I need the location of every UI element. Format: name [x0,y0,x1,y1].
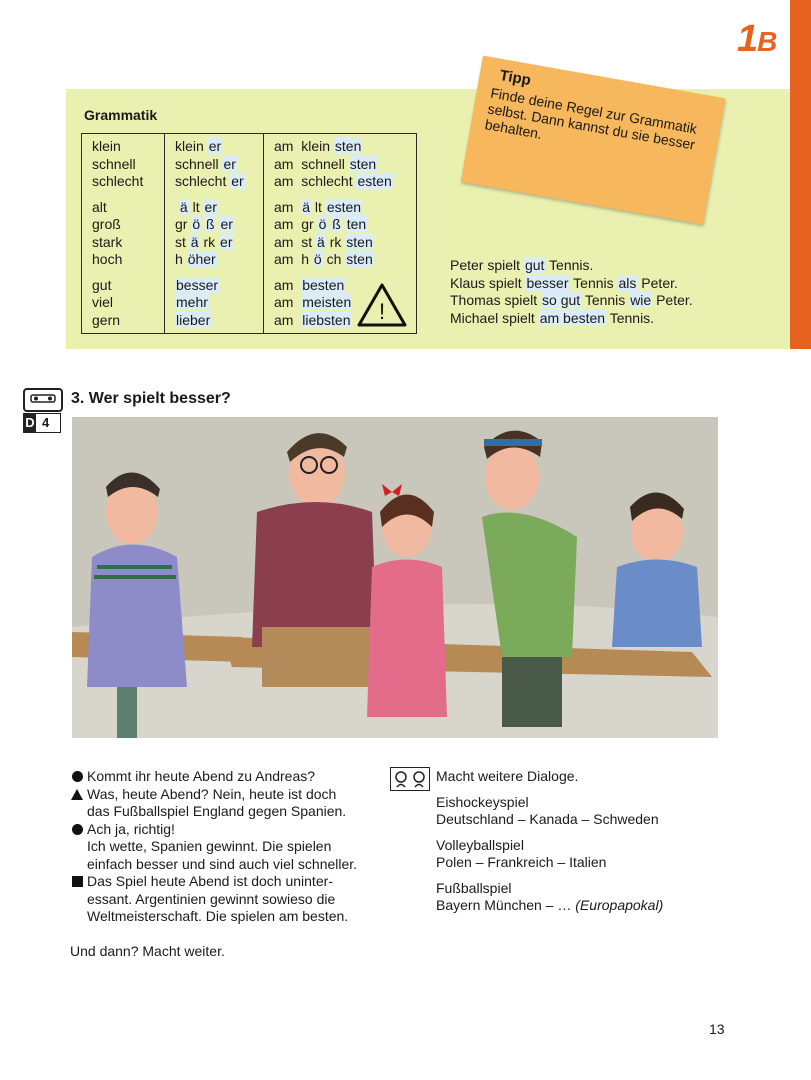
warning-icon [357,283,407,327]
dialogue-pair-icon [390,767,430,791]
example-sentence: Klaus spielt besser Tennis als Peter. [450,274,678,291]
comparative-column: klein er schnell er schlecht er ä lt er gr ö ß er st ä rk er h öher besser mehr lieber [165,134,264,334]
example-sentence: Thomas spielt so gut Tennis wie Peter. [450,292,693,308]
tennis-examples [450,257,693,327]
dialogue-line: Kommt ihr heute Abend zu Andreas? [70,768,400,786]
example-sentence: Michael spielt am besten Tennis. [450,309,655,326]
speaker-square-icon [72,876,83,887]
speaker-dot-icon [72,771,83,782]
page-number: 13 [709,1021,725,1037]
svg-text:!: ! [378,299,386,324]
match-item: Fußballspiel Bayern München – … (Europapokal) [436,879,664,913]
tipp-text: Finde deine Regel zur Grammatik selbst. Dann kannst du sie besser behalten. [483,84,699,153]
classroom-illustration [72,417,718,738]
task-column [436,768,736,915]
superlative-column: am klein sten am schnell sten am schlecht esten am ä lt esten am gr ö ß ten am st ä rk sten am h ö ch sten am besten am meisten am liebsten [264,134,417,334]
speaker-dot-icon [72,824,83,835]
outro-text: Und dann? Macht weiter. [70,943,225,959]
chapter-label: 1B [737,18,777,60]
dialogue-line: Ach ja, richtig! Ich wette, Spanien gewinnt. Die spielen einfach besser und sind auch viel schneller. [70,821,400,874]
match-item: Volleyballspiel Polen – Frankreich – Italien [436,836,607,870]
dialogue [70,768,400,926]
cassette-icon [23,388,63,412]
dialogue-line: Was, heute Abend? Nein, heute ist doch das Fußballspiel England gegen Spanien. [70,786,400,821]
example-sentence: Peter spielt gut Tennis. [450,257,594,273]
exercise-title: 3. Wer spielt besser? [71,390,231,407]
tipp-title: Tipp [498,66,533,90]
task-instruction: Macht weitere Dialoge. [436,768,579,784]
dialogue-line: Das Spiel heute Abend ist doch uninter- essant. Argentinien gewinnt sowieso die Weltmeisterschaft. Die spielen am besten. [70,873,400,926]
match-item: Eishockeyspiel Deutschland – Kanada – Schweden [436,793,659,827]
audio-track-label: D 4 [23,413,61,433]
positive-column: klein schnell schlecht alt groß stark hoch gut viel gern [82,134,165,334]
speaker-triangle-icon [71,789,83,800]
grammar-title: Grammatik [84,107,158,123]
chapter-color-bar [790,0,811,349]
